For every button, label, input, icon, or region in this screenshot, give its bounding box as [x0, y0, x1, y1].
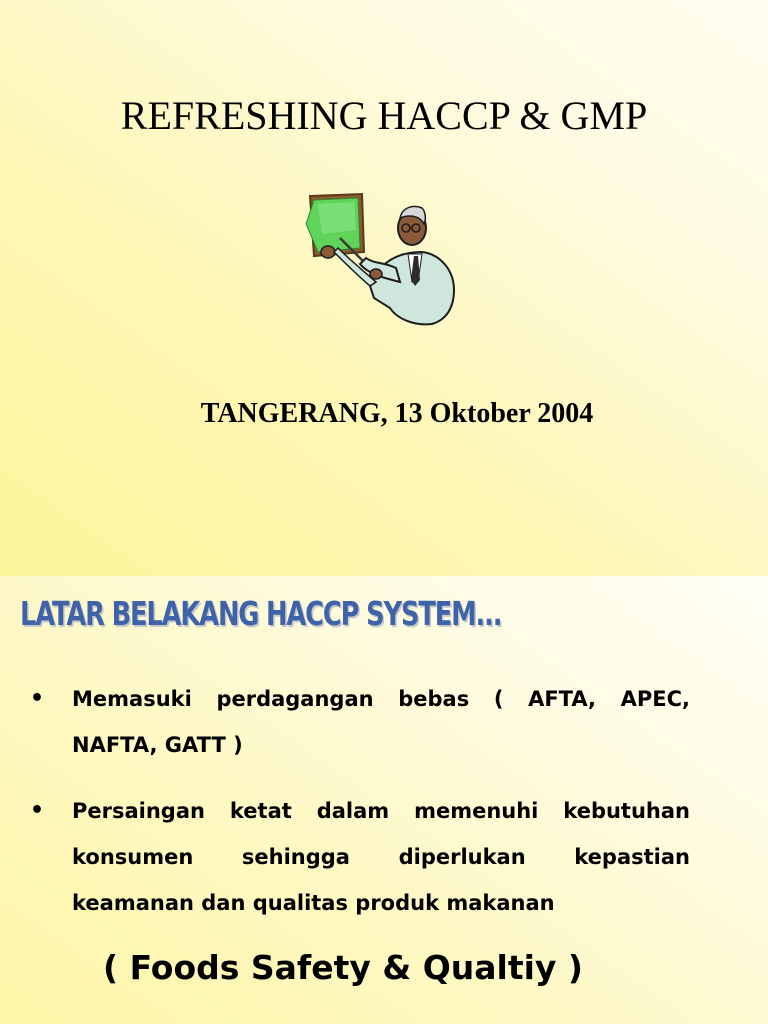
bullet-marker: •	[30, 798, 45, 823]
bullet-text: Persaingan ketat dalam memenuhi kebutuhan konsumen sehingga diperlukan kepastian keamanan dan qualitas produk makanan	[72, 799, 690, 915]
bullet-item	[30, 676, 690, 768]
slide-footer-note: ( Foods Safety & Qualtiy )	[103, 948, 583, 987]
presenter-at-board-icon	[300, 190, 460, 330]
bullet-item	[30, 788, 690, 926]
bullet-list	[30, 676, 690, 946]
bullet-marker: •	[30, 686, 45, 711]
bullet-text: Memasuki perdagangan bebas ( AFTA, APEC, NAFTA, GATT )	[72, 687, 690, 757]
slide-title-heading: REFRESHING HACCP & GMP	[120, 93, 648, 138]
slide-date-location: TANGERANG, 13 Oktober 2004	[200, 398, 594, 429]
slide-background	[0, 576, 768, 1024]
slide-heading: LATAR BELAKANG HACCP SYSTEM...	[20, 594, 502, 633]
